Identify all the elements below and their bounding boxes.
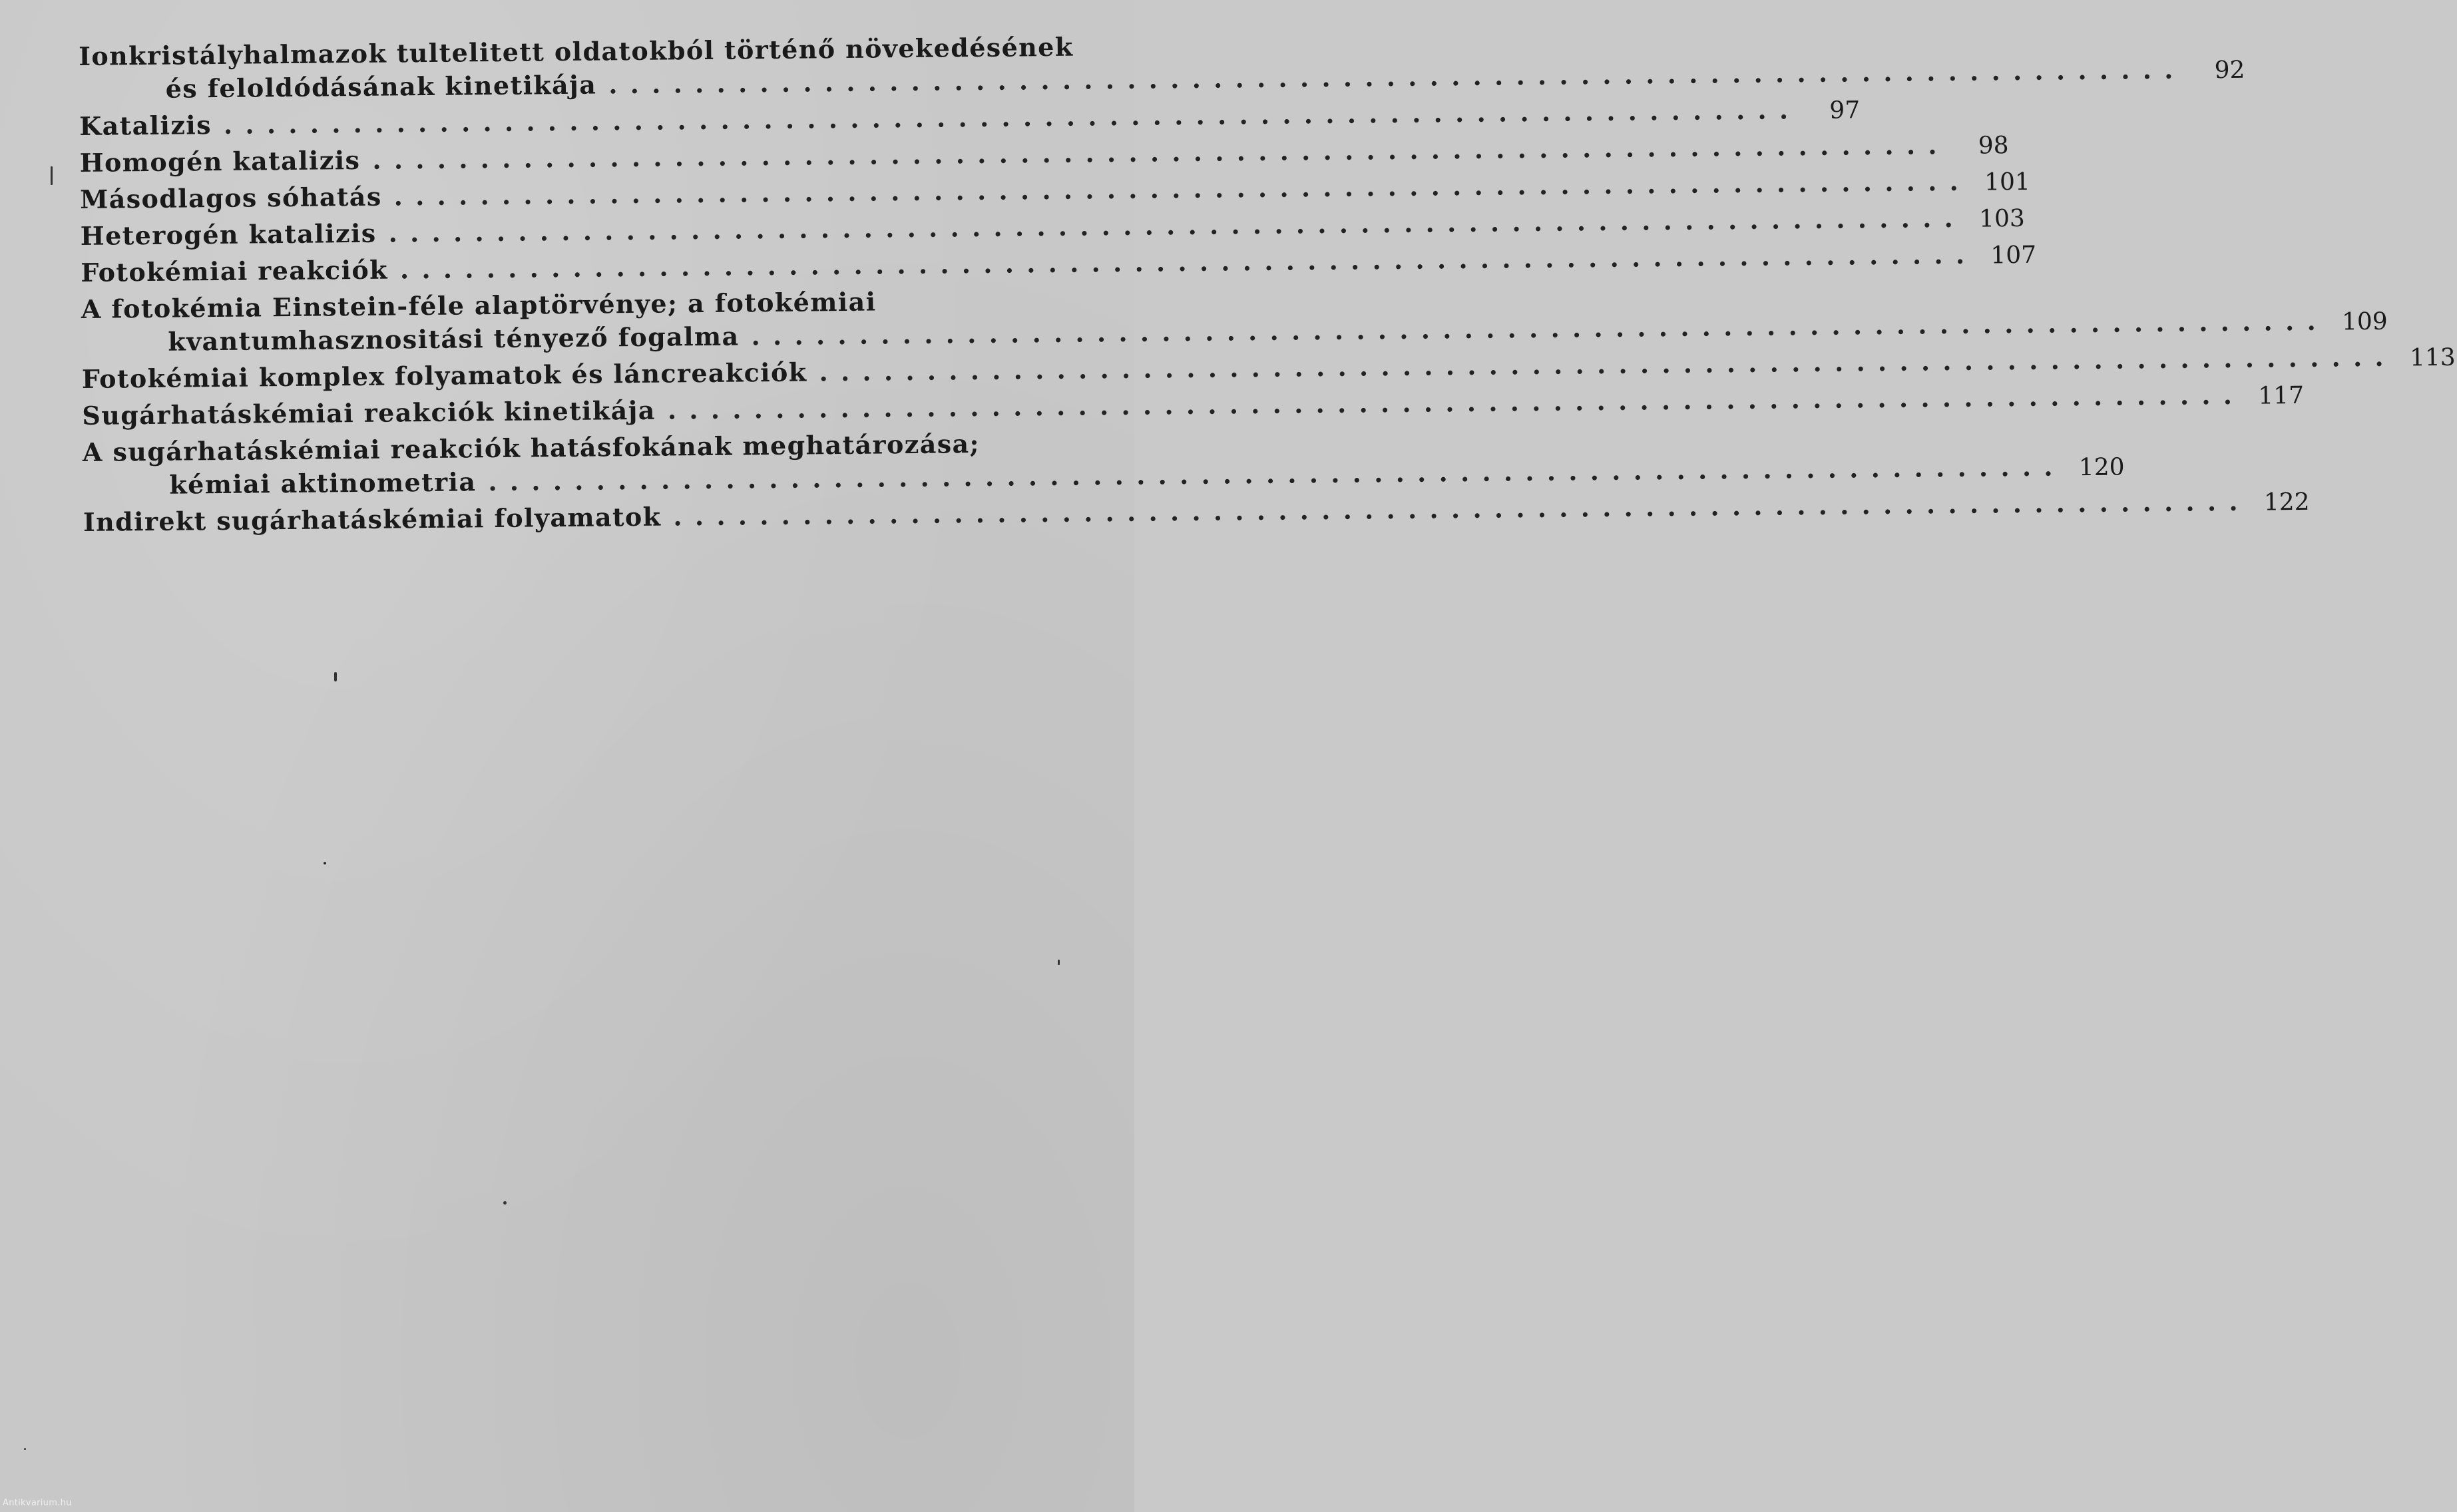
- paper-speck: [503, 1201, 507, 1205]
- toc-entry-page: 120: [2078, 453, 2125, 482]
- toc-entry-title: A sugárhatáskémiai reakciók hatásfokának meghatározása;: [82, 429, 981, 467]
- paper-speck: [334, 672, 337, 681]
- toc-entry-title: Indirekt sugárhatáskémiai folyamatok: [83, 501, 662, 537]
- toc-entry-page: 98: [1978, 132, 2009, 160]
- toc-entry-page: 101: [1984, 168, 2031, 196]
- watermark: Antikvarium.hu: [3, 1498, 72, 1508]
- paper-speck: [1058, 960, 1060, 965]
- toc-entry-page: 122: [2263, 488, 2310, 516]
- table-of-contents: [79, 31, 2456, 544]
- toc-entry-page: 109: [2341, 307, 2388, 336]
- paper-speck: [324, 862, 326, 864]
- toc-entry-title: Sugárhatáskémiai reakciók kinetikája: [82, 395, 656, 431]
- toc-entry-title: és feloldódásának kinetikája: [165, 69, 597, 104]
- toc-entry-page: 107: [1990, 241, 2037, 270]
- toc-entry-page: [1066, 451, 1138, 452]
- toc-entry-title: Fotokémiai komplex folyamatok és láncreakciók: [81, 357, 807, 394]
- toc-entry-page: 92: [2214, 56, 2245, 85]
- toc-entry-page: 103: [1978, 204, 2025, 233]
- toc-entry-page: 117: [2258, 381, 2305, 410]
- toc-entry-title: Katalizis: [79, 110, 212, 141]
- toc-entry-page: 97: [1829, 96, 1861, 124]
- paper-speck: [24, 1448, 26, 1450]
- toc-entry-title: kémiai aktinometria: [169, 467, 477, 500]
- toc-entry-title: Ionkristályhalmazok tultelitett oldatokból történő növekedésének: [79, 31, 1074, 71]
- toc-entry-title: Fotokémiai reakciók: [81, 254, 389, 287]
- toc-entry-page: 113: [2409, 343, 2456, 372]
- toc-entry-title: A fotokémia Einstein-féle alaptörvénye; a fotokémiai: [81, 286, 877, 324]
- toc-entry-title: Másodlagos sóhatás: [80, 181, 382, 214]
- toc-entry-title: Heterogén katalizis: [80, 218, 377, 251]
- toc-entry-title: kvantumhasznositási tényező fogalma: [168, 321, 740, 357]
- toc-entry-title: Homogén katalizis: [79, 144, 361, 178]
- paper-speck: [51, 166, 53, 185]
- toc-entry-page: [1065, 308, 1137, 309]
